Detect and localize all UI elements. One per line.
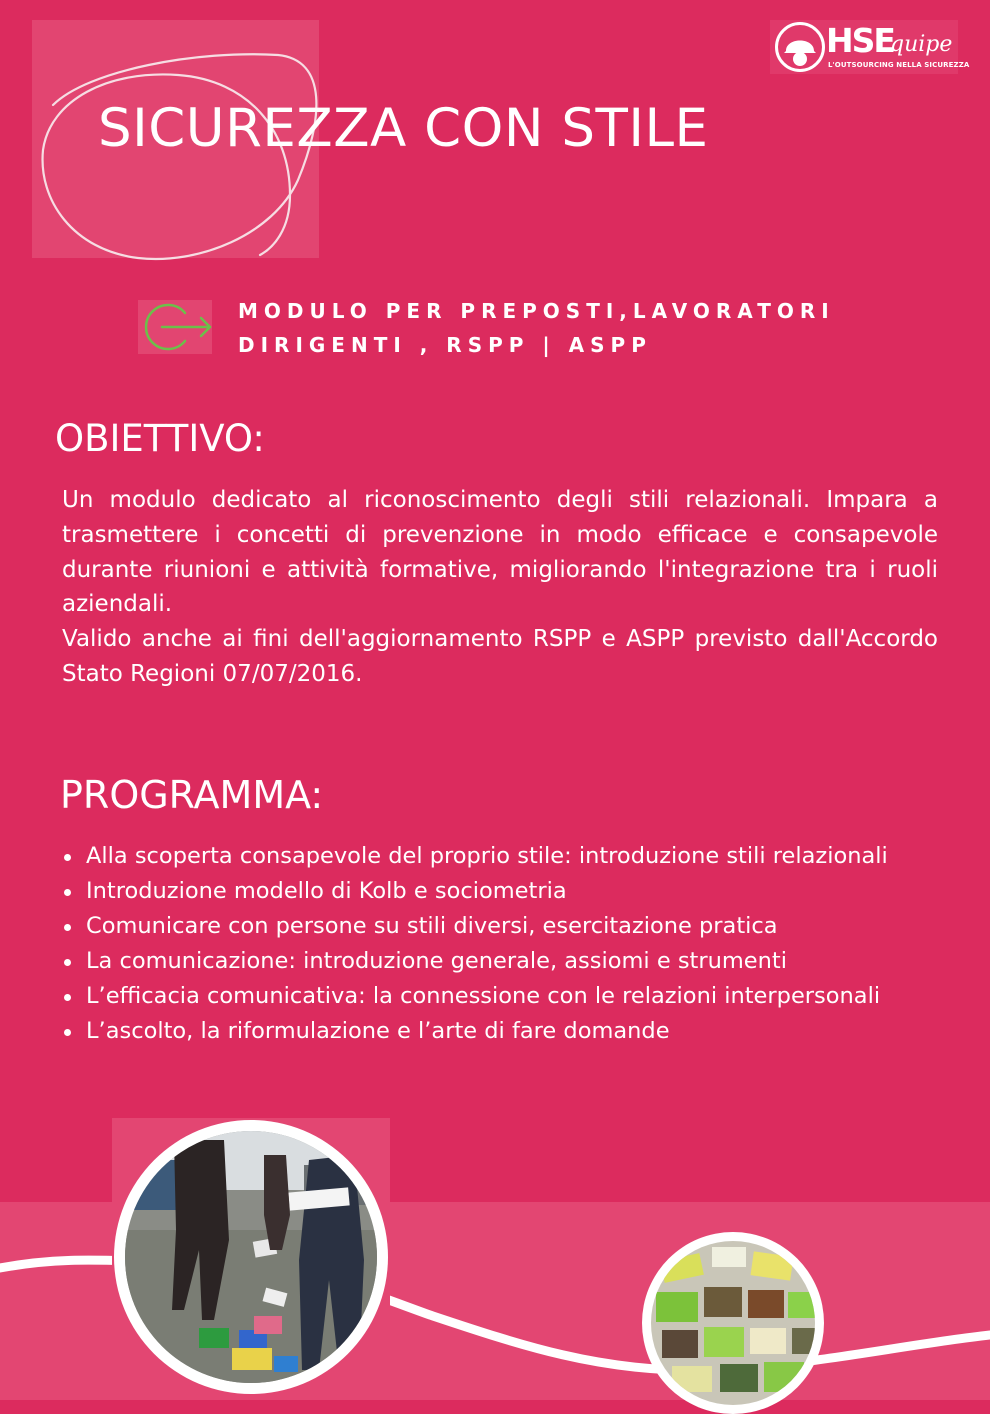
obiettivo-heading: OBIETTIVO: [55, 417, 265, 460]
list-item: L’efficacia comunicativa: la connessione con le relazioni interpersonali [62, 979, 888, 1014]
target-audience-line2: DIRIGENTI , RSPP | ASPP [238, 333, 652, 357]
obiettivo-text [62, 483, 938, 692]
logo-brand-main: HSE [826, 21, 894, 60]
list-item: Comunicare con persone su stili diversi, esercitazione pratica [62, 909, 888, 944]
arrow-exit-icon [138, 300, 212, 354]
logo-brand-script: quipe [890, 32, 953, 57]
programma-heading: PROGRAMMA: [60, 773, 324, 817]
logo-tagline: L'OUTSOURCING NELLA SICUREZZA [828, 61, 970, 69]
list-item: La comunicazione: introduzione generale, assiomi e strumenti [62, 944, 888, 979]
workshop-notes-photo [642, 1232, 824, 1414]
obiettivo-paragraph: Un modulo dedicato al riconoscimento degli stili relazionali. Impara a trasmettere i concetti di prevenzione in modo efficace e consapevole durante riunioni e attività formative, migliorando l'integrazione tra i ruoli aziendali. [62, 487, 938, 618]
target-audience [238, 294, 835, 362]
training-room-photo [114, 1120, 388, 1394]
arrow-panel [138, 300, 212, 354]
list-item: Introduzione modello di Kolb e sociometria [62, 874, 888, 909]
hse-equipe-logo [770, 20, 970, 74]
obiettivo-paragraph: Valido anche ai fini dell'aggiornamento RSPP e ASPP previsto dall'Accordo Stato Regioni 07/07/2016. [62, 626, 938, 687]
helmet-logo-icon [775, 22, 825, 72]
target-audience-line1: MODULO PER PREPOSTI,LAVORATORI [238, 299, 835, 323]
programma-list [62, 839, 888, 1049]
list-item: L’ascolto, la riformulazione e l’arte di fare domande [62, 1014, 888, 1049]
list-item: Alla scoperta consapevole del proprio stile: introduzione stili relazionali [62, 839, 888, 874]
page-title: SICUREZZA CON STILE [98, 98, 709, 159]
